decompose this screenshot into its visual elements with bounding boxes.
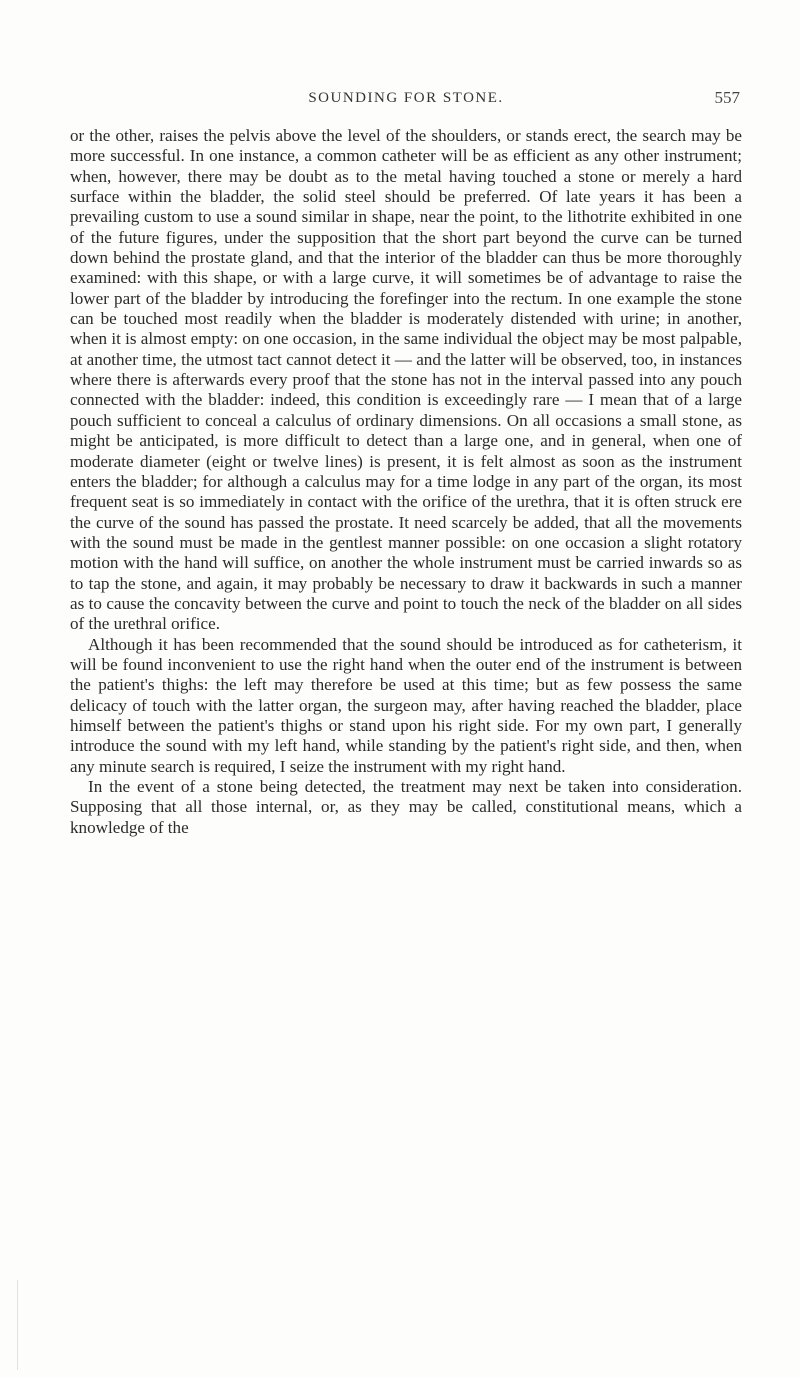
page-edge-mark — [17, 1280, 18, 1370]
running-head — [70, 90, 742, 120]
running-title: SOUNDING FOR STONE. — [308, 90, 504, 106]
page-number: 557 — [714, 88, 740, 107]
paragraph-1: or the other, raises the pelvis above the level of the shoulders, or stands erect, the search may be more successful. In one instance, a common catheter will be as efficient as any other instrument; when, however, there may be doubt as to the metal having touched a stone or merely a hard surface within the bladder, the solid steel should be preferred. Of late years it has been a prevailing custom to use a sound similar in shape, near the point, to the lithotrite exhibited in one of the future figures, under the supposition that the short part beyond the curve can be turned down behind the prostate gland, and that the interior of the bladder can thus be more thoroughly examined: with this shape, or with a large curve, it will sometimes be of advantage to raise the lower part of the bladder by introducing the forefinger into the rectum. In one example the stone can be touched most readily when the bladder is moderately distended with urine; in another, when it is almost empty: on one occasion, in the same individual the object may be most palpable, at another time, the utmost tact cannot detect it — and the latter will be observed, too, in instances where there is afterwards every proof that the stone has not in the interval passed into any pouch connected with the bladder: indeed, this condition is exceedingly rare — I mean that of a large pouch sufficient to conceal a calculus of ordinary dimensions. On all occasions a small stone, as might be anticipated, is more difficult to detect than a large one, and in general, when one of moderate diameter (eight or twelve lines) is present, it is felt almost as soon as the instrument enters the bladder; for although a calculus may for a time lodge in any part of the organ, its most frequent seat is so immediately in contact with the orifice of the urethra, that it is often struck ere the curve of the sound has passed the prostate. It need scarcely be added, that all the movements with the sound must be made in the gentlest manner possible: on one occasion a slight rotatory motion with the hand will suffice, on another the whole instrument must be carried inwards so as to tap the stone, and again, it may probably be necessary to draw it backwards in such a manner as to cause the concavity between the curve and point to touch the neck of the bladder on all sides of the urethral orifice. — [70, 126, 742, 634]
paragraph-3: In the event of a stone being detected, the treatment may next be taken into consideration. Supposing that all those internal, or, as they may be called, constitutional means, which a knowledge of the — [70, 777, 742, 837]
body-text — [70, 126, 742, 838]
paragraph-2: Although it has been recommended that the sound should be introduced as for catheterism, it will be found inconvenient to use the right hand when the outer end of the instrument is between the patient's thighs: the left may therefore be used at this time; but as few possess the same delicacy of touch with the latter organ, the surgeon may, after having reached the bladder, place himself between the patient's thighs or stand upon his right side. For my own part, I generally introduce the sound with my left hand, while standing by the patient's right side, and then, when any minute search is required, I seize the instrument with my right hand. — [70, 634, 742, 776]
